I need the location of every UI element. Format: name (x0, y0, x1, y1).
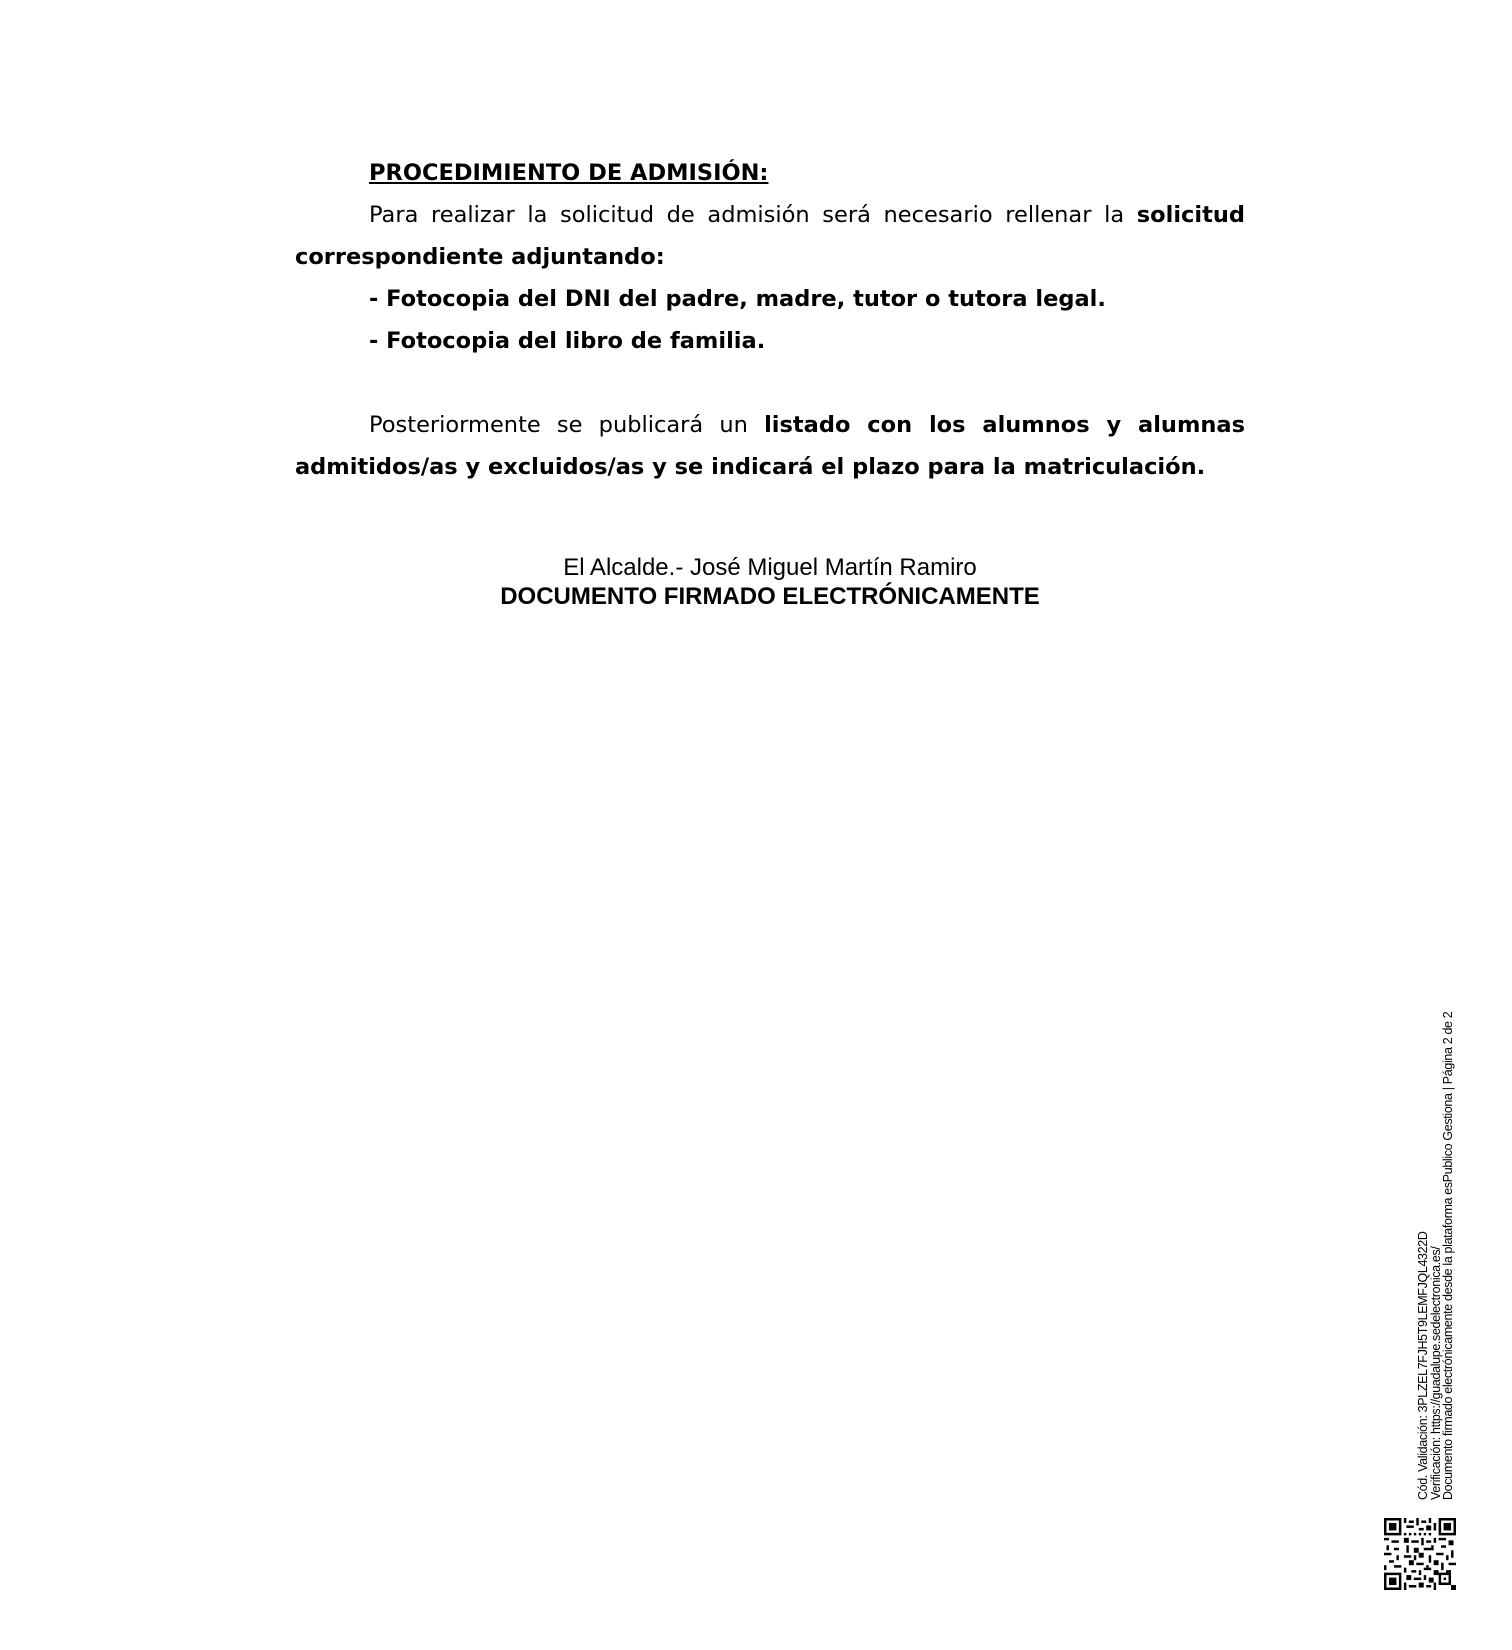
publication-paragraph-bold: listado con los alumnos y alumnas admitidos/as y excluidos/as y se indicará el plazo para la matriculación. (295, 412, 1245, 480)
admission-paragraph (295, 194, 1245, 278)
verification-url: Verificación: https://guadalupe.sedelectronica.es/ (1428, 1246, 1443, 1500)
document-body (295, 152, 1245, 488)
section-heading: PROCEDIMIENTO DE ADMISIÓN: (369, 160, 769, 186)
signed-electronically-note: DOCUMENTO FIRMADO ELECTRÓNICAMENTE (500, 583, 1040, 610)
publication-paragraph (295, 404, 1245, 488)
publication-paragraph-text: Posteriormente se publicará un (369, 412, 765, 438)
admission-paragraph-text: Para realizar la solicitud de admisión será necesario rellenar la (369, 202, 1137, 228)
validation-code: Cód. Validación: 3PLZEL7FJH5T9LEMFJQL4322D (1416, 1231, 1430, 1500)
paragraph-spacer (295, 362, 1245, 404)
list-item-libro-familia: - Fotocopia del libro de familia. (369, 328, 766, 354)
signature-block (295, 553, 1245, 611)
platform-page-info: Documento firmado electrónicamente desde la plataforma esPublico Gestiona | Página 2 de 2 (1441, 1011, 1455, 1500)
admission-paragraph-bold: solicitud correspondiente adjuntando: (295, 202, 1245, 270)
verification-footer (1417, 1012, 1455, 1500)
list-item-dni: - Fotocopia del DNI del padre, madre, tutor o tutora legal. (369, 286, 1106, 312)
signer-name: El Alcalde.- José Miguel Martín Ramiro (563, 554, 977, 581)
qr-code-icon (1384, 1518, 1456, 1590)
